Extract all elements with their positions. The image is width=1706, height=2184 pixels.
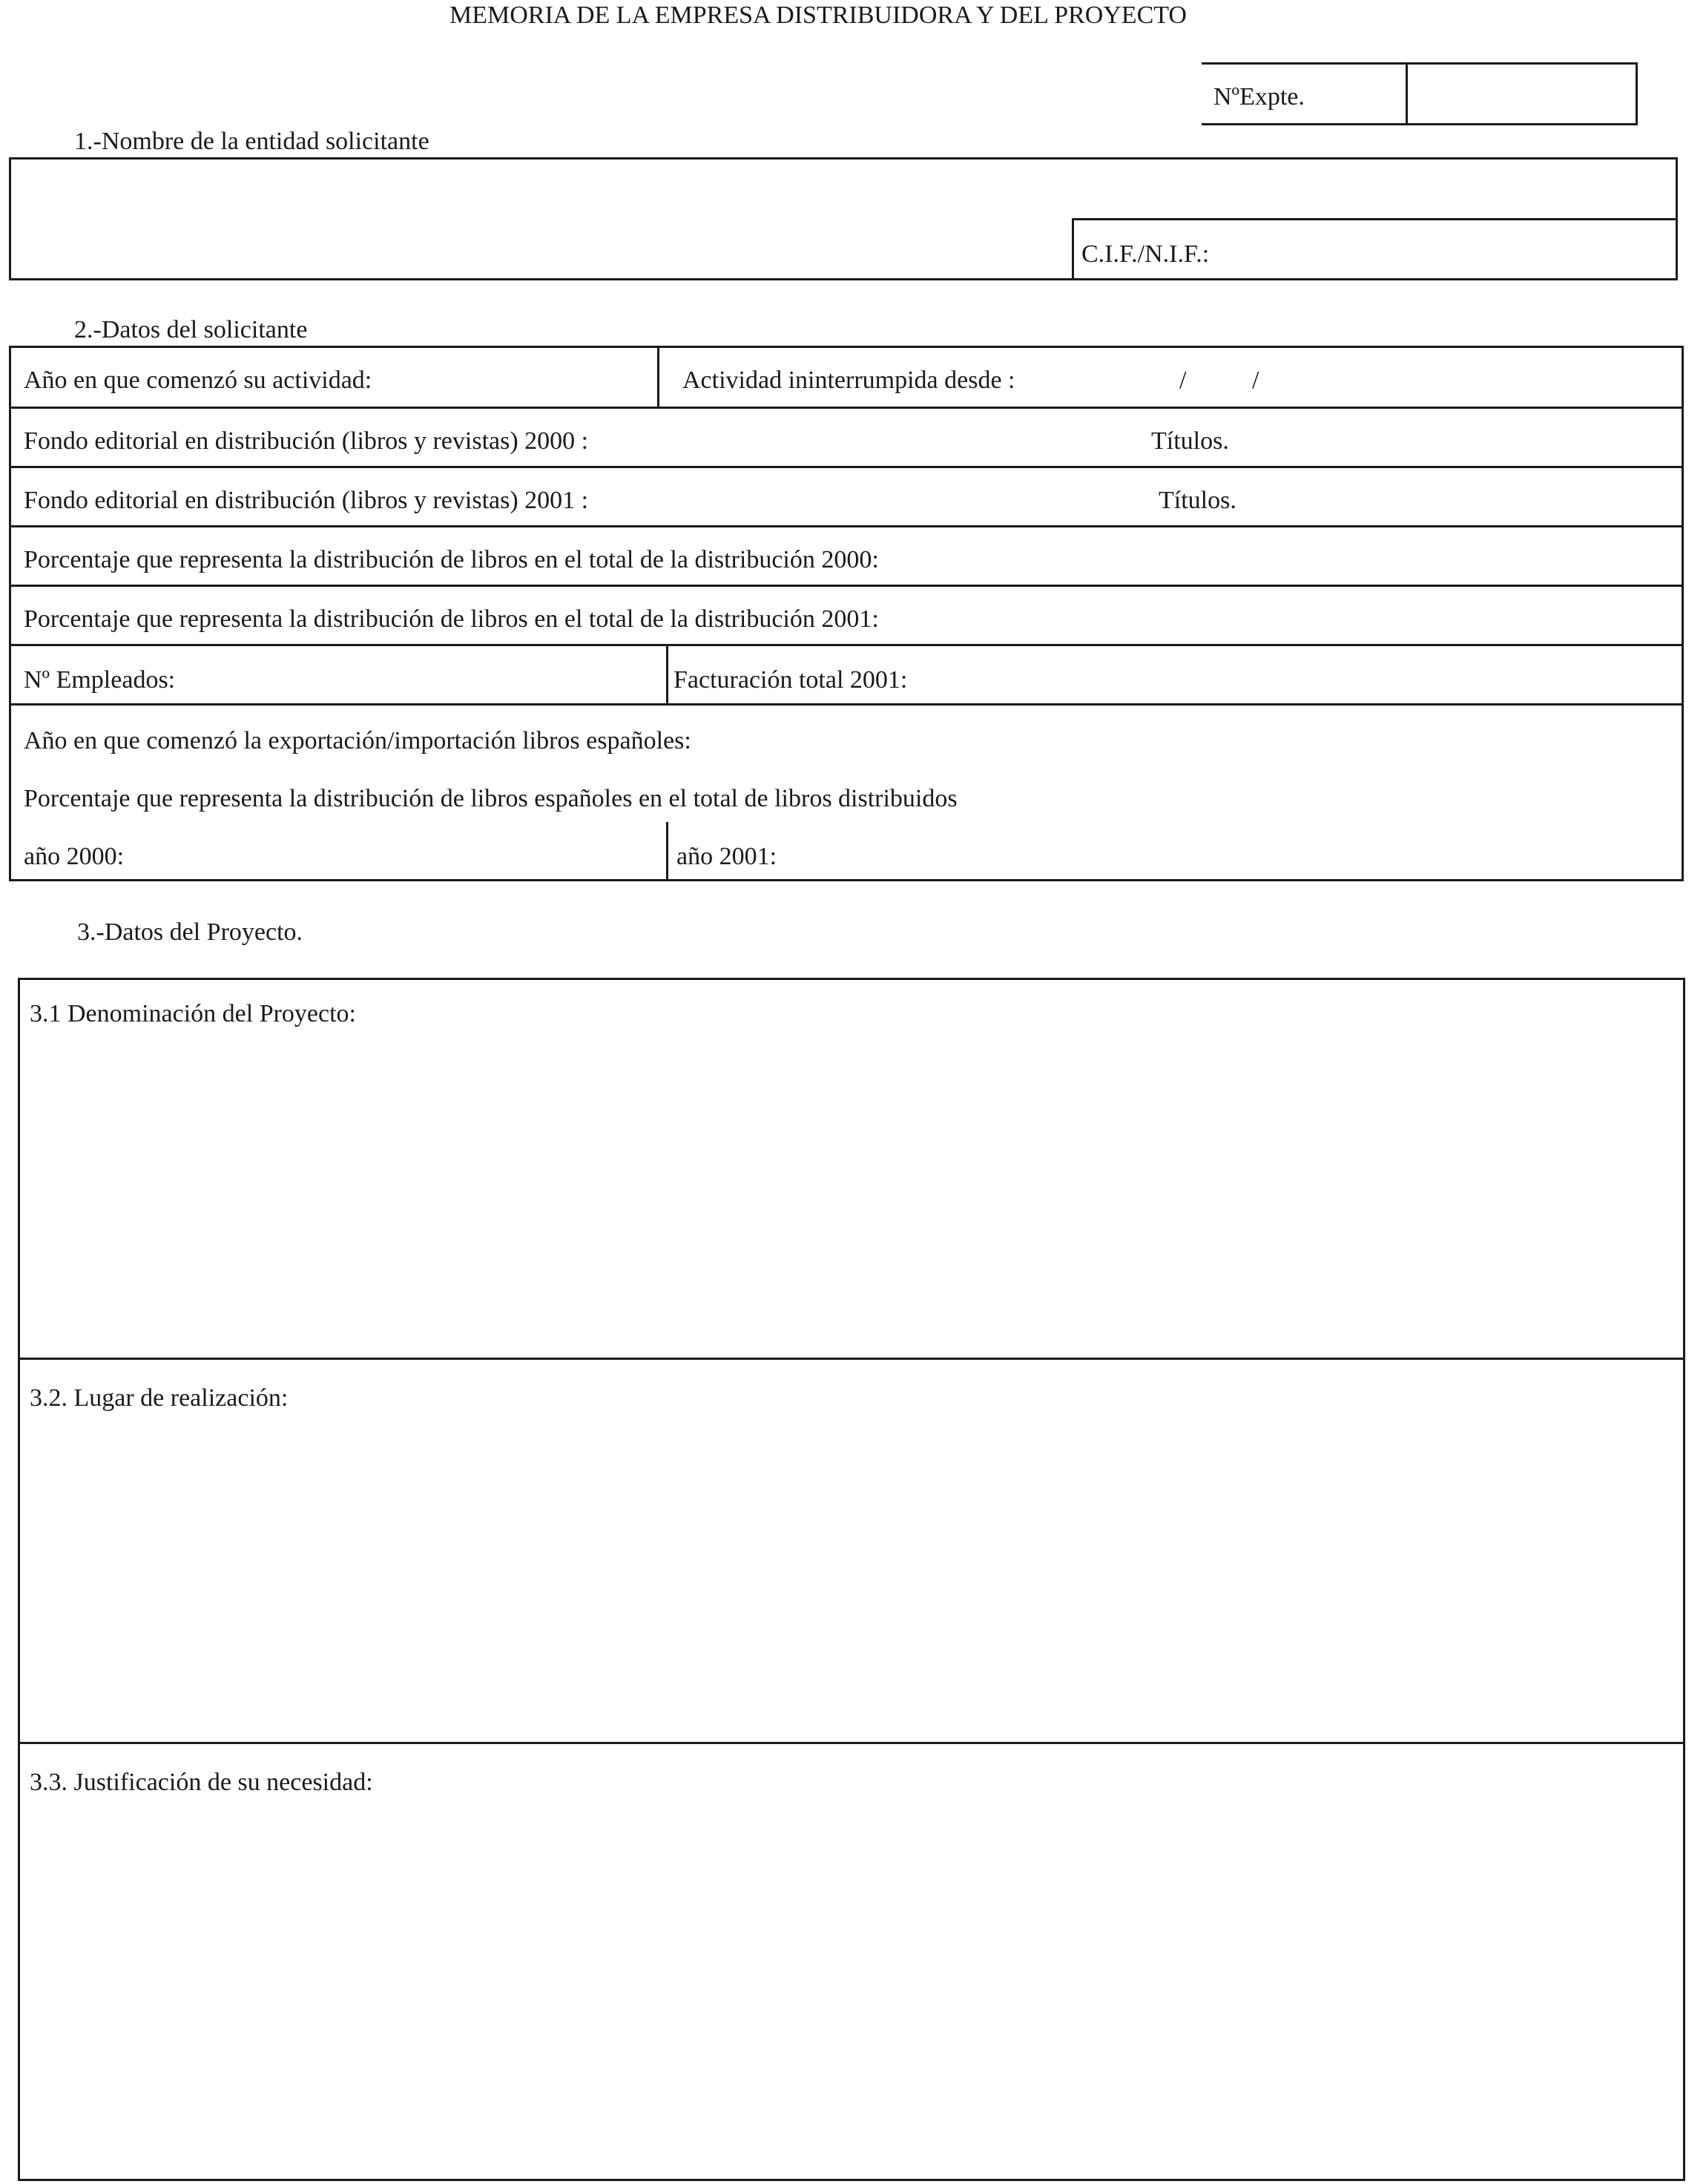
empleados-label: Nº Empleados: [24, 666, 176, 694]
denominacion-field[interactable] [22, 1039, 1681, 1355]
anio-2000-label: año 2000: [24, 843, 125, 870]
justificacion-field[interactable] [22, 1806, 1681, 2177]
actividad-date-field[interactable] [1113, 349, 1676, 404]
proyecto-divider [18, 1358, 1685, 1360]
entidad-name-field[interactable] [12, 160, 1675, 218]
porcentaje-2000-field[interactable] [1090, 528, 1676, 582]
cif-left-line [1072, 218, 1074, 280]
section3-heading: 3.-Datos del Proyecto. [77, 918, 303, 946]
porcentaje-2000-label: Porcentaje que representa la distribución de libros en el total de la distribución 2000: [24, 546, 879, 573]
actividad-ininterrumpida-label: Actividad ininterrumpida desde : [682, 366, 1015, 394]
row-divider [9, 585, 1684, 587]
section1-heading: 1.-Nombre de la entidad solicitante [74, 128, 429, 155]
cif-top-line [1072, 218, 1678, 220]
date-separator: / [1179, 366, 1187, 394]
expediente-divider [1406, 62, 1408, 125]
anio-2000-field[interactable] [156, 825, 660, 878]
fondo-2001-field[interactable] [734, 469, 1142, 522]
facturacion-field[interactable] [979, 647, 1676, 700]
justificacion-label: 3.3. Justificación de su necesidad: [30, 1769, 373, 1796]
col-divider [666, 822, 668, 881]
porcentaje-2001-field[interactable] [1090, 588, 1676, 641]
row-divider [9, 466, 1684, 468]
page-title: MEMORIA DE LA EMPRESA DISTRIBUIDORA Y DEL PROYECTO [449, 1, 1187, 29]
expediente-label: NºExpte. [1213, 83, 1305, 111]
cif-label: C.I.F./N.I.F.: [1081, 240, 1210, 268]
anio-actividad-label: Año en que comenzó su actividad: [24, 366, 372, 394]
date-separator: / [1252, 366, 1259, 394]
facturacion-label: Facturación total 2001: [673, 666, 908, 694]
anio-exportacion-field[interactable] [860, 708, 1676, 760]
row-divider [9, 407, 1684, 409]
section2-heading: 2.-Datos del solicitante [74, 316, 308, 343]
titulos-2001-label: Títulos. [1159, 487, 1236, 514]
proyecto-divider [18, 1742, 1685, 1744]
empleados-field[interactable] [223, 647, 660, 700]
anio-2001-field[interactable] [808, 825, 1676, 878]
porcentaje-2001-label: Porcentaje que representa la distribución de libros en el total de la distribución 2001: [24, 605, 879, 633]
expediente-top-line [1202, 62, 1638, 65]
titulos-2000-label: Títulos. [1151, 427, 1229, 455]
row-divider [9, 525, 1684, 527]
row-divider [9, 644, 1684, 646]
expediente-right-line [1636, 62, 1638, 125]
col-divider [657, 346, 659, 407]
lugar-field[interactable] [22, 1421, 1681, 1739]
anio-actividad-field[interactable] [460, 349, 653, 404]
expediente-bottom-line [1202, 123, 1638, 125]
denominacion-label: 3.1 Denominación del Proyecto: [30, 1000, 357, 1027]
cif-field[interactable] [1261, 221, 1675, 277]
anio-exportacion-label: Año en que comenzó la exportación/importación libros españoles: [24, 727, 691, 754]
row-divider [9, 703, 1684, 705]
fondo-2000-label: Fondo editorial en distribución (libros y revistas) 2000 : [24, 427, 589, 455]
col-divider [666, 644, 668, 703]
porcentaje-espanoles-label: Porcentaje que representa la distribución de libros españoles en el total de libros distribuidos [24, 785, 958, 812]
fondo-2000-field[interactable] [734, 410, 1135, 463]
expediente-field[interactable] [1409, 65, 1633, 122]
fondo-2001-label: Fondo editorial en distribución (libros y revistas) 2001 : [24, 487, 589, 514]
lugar-label: 3.2. Lugar de realización: [30, 1384, 289, 1412]
anio-2001-label: año 2001: [676, 843, 777, 870]
